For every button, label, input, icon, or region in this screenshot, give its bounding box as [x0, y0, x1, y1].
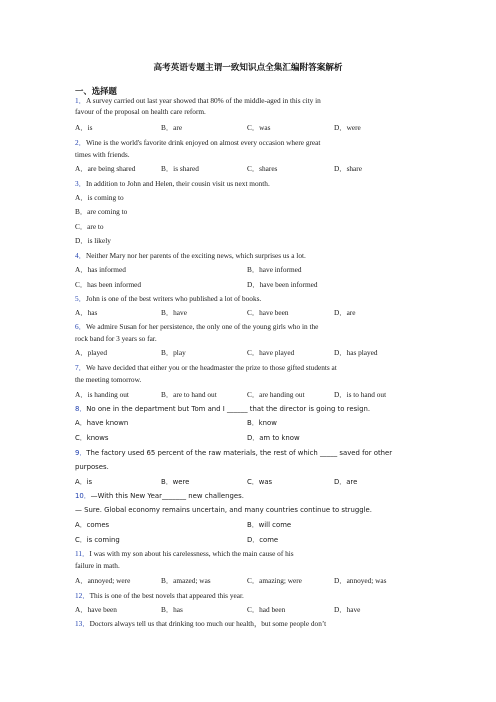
question-2-continued: times with friends. — [75, 150, 130, 159]
question-number: 6． — [75, 322, 86, 331]
question-text: Neither Mary nor her parents of the exciting news, which surprises us a lot. — [85, 251, 306, 260]
question-10-continued: — Sure. Global economy remains uncertain, and many countries continue to struggle. — [75, 506, 372, 514]
section-heading: 一、选择题 — [75, 86, 117, 96]
option-d: D．have been informed — [247, 280, 318, 289]
option-c: C．is coming — [75, 536, 120, 544]
question-number: 2． — [75, 138, 86, 147]
question-number: 4． — [75, 251, 86, 260]
question-8 — [75, 404, 430, 414]
option-a: A．have known — [75, 419, 129, 427]
question-text: We have decided that either you or the headmaster the prize to those gifted students at — [85, 363, 337, 372]
question-text: Wine is the world's favorite drink enjoyed on almost every occasion where great — [85, 138, 321, 147]
question-number: 11． — [75, 549, 90, 558]
option-b: B．are — [161, 123, 183, 132]
option-c: C．was — [247, 478, 273, 486]
question-text: In addition to John and Helen, their cousin visit us next month. — [85, 179, 270, 188]
option-d: D．annoyed; was — [334, 576, 387, 585]
option-a: A．have been — [75, 605, 117, 614]
option-c: C．are to — [75, 222, 104, 231]
option-a: A．are being shared — [75, 164, 136, 173]
question-3 — [75, 179, 430, 189]
option-b: B．were — [161, 478, 190, 486]
question-number: 8． — [75, 405, 87, 413]
question-6-continued: rock band for 3 years so far. — [75, 334, 157, 343]
question-7 — [75, 363, 430, 373]
question-text: No one in the department but Tom and I ______ that the director is going to resign. — [86, 405, 371, 413]
question-text: The factory used 65 percent of the raw materials, the rest of which _____ saved for other — [86, 449, 393, 457]
option-b: B．play — [161, 348, 186, 357]
question-12 — [75, 591, 430, 601]
option-c: C．are handing out — [247, 390, 305, 399]
option-b: B．will come — [247, 521, 292, 529]
option-b: B．are to hand out — [161, 390, 217, 399]
option-c: C．have played — [247, 348, 295, 357]
question-9 — [75, 448, 430, 458]
option-d: D．have — [334, 605, 361, 614]
option-d: D．are — [334, 478, 358, 486]
option-c: C．had been — [247, 605, 286, 614]
question-number: 12． — [75, 591, 90, 600]
option-a: A．has informed — [75, 265, 126, 274]
option-c: C．amazing; were — [247, 576, 302, 585]
option-c: C．shares — [247, 164, 278, 173]
option-a: A．comes — [75, 521, 110, 529]
option-b: B．know — [247, 419, 277, 427]
question-number: 10． — [75, 492, 91, 500]
question-1-continued: favour of the proposal on health care reform. — [75, 107, 206, 116]
option-b: B．is shared — [161, 164, 199, 173]
option-c: C．have been — [247, 308, 289, 317]
question-7-continued: the meeting tomorrow. — [75, 375, 142, 384]
question-number: 3． — [75, 179, 86, 188]
question-text: John is one of the best writers who published a lot of books. — [85, 294, 262, 303]
option-d: D．is likely — [75, 236, 111, 245]
question-text: We admire Susan for her persistence, the only one of the young girls who in the — [85, 322, 319, 331]
option-a: A．has — [75, 308, 98, 317]
option-d: D．am to know — [247, 434, 300, 442]
question-11-continued: failure in math. — [75, 561, 120, 570]
page-title: 高考英语专题主谓一致知识点全集汇编附答案解析 — [153, 63, 343, 73]
option-a: A．played — [75, 348, 108, 357]
question-number: 5． — [75, 294, 86, 303]
option-a: A．is — [75, 123, 93, 132]
option-c: C．knows — [75, 434, 109, 442]
option-a: A．is coming to — [75, 193, 124, 202]
option-c: C．was — [247, 123, 271, 132]
question-2 — [75, 138, 430, 148]
option-d: D．has played — [334, 348, 378, 357]
question-13 — [75, 619, 430, 629]
question-number: 1． — [75, 96, 86, 105]
question-11 — [75, 549, 430, 559]
option-d: D．is to hand out — [334, 390, 387, 399]
question-number: 13． — [75, 619, 90, 628]
question-text: Doctors always tell us that drinking too much our health，but some people don’t — [89, 619, 327, 628]
question-1 — [75, 96, 430, 106]
question-9-continued: purposes. — [75, 463, 109, 471]
question-6 — [75, 322, 430, 332]
option-b: B．have — [161, 308, 187, 317]
question-text: I was with my son about his carelessness, which the main cause of his — [89, 549, 294, 558]
option-b: B．has — [161, 605, 183, 614]
option-a: A．is handing out — [75, 390, 129, 399]
option-c: C．has been informed — [75, 280, 142, 289]
question-text: —With this New Year_______ new challenges. — [90, 492, 244, 500]
option-b: B．amazed; was — [161, 576, 211, 585]
option-d: D．are — [334, 308, 356, 317]
option-d: D．come — [247, 536, 279, 544]
option-b: B．are coming to — [75, 207, 128, 216]
option-a: A．is — [75, 478, 93, 486]
option-a: A．annoyed; were — [75, 576, 131, 585]
option-b: B．have informed — [247, 265, 302, 274]
question-5 — [75, 294, 430, 304]
option-d: D．share — [334, 164, 362, 173]
question-4 — [75, 251, 430, 261]
question-number: 7． — [75, 363, 86, 372]
question-number: 9． — [75, 449, 87, 457]
question-text: A survey carried out last year showed that 80% of the middle-aged in this city in — [85, 96, 321, 105]
option-d: D．were — [334, 123, 361, 132]
question-10 — [75, 491, 430, 501]
question-text: This is one of the best novels that appeared this year. — [89, 591, 244, 600]
